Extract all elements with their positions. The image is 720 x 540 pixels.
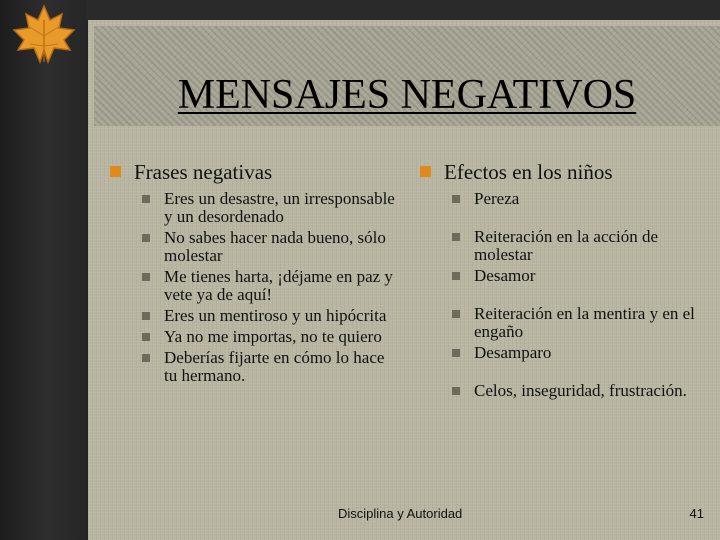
left-list [110,190,400,385]
list-item-text: Reiteración en la mentira y en el engaño [474,304,695,341]
list-item-text: Reiteración en la acción de molestar [474,227,659,264]
list-item [420,190,710,208]
list-item-text: Desamor [474,266,536,285]
bullet-icon [142,234,150,242]
left-frame-band [0,0,86,540]
list-item [420,228,710,264]
bullet-icon [142,312,150,320]
bullet-icon [142,354,150,362]
bullet-icon [452,310,460,318]
top-frame-band [86,0,720,20]
heading-bullet-icon [420,166,431,177]
slide-title-text: MENSAJES NEGATIVOS [177,72,637,118]
list-item-text: No sabes hacer nada bueno, sólo molestar [164,228,386,265]
list-item-text: Eres un desastre, un irresponsable y un desordenado [164,189,395,226]
list-item-text: Me tienes harta, ¡déjame en paz y vete ya de aquí! [164,267,393,304]
slide-title [94,70,720,120]
list-item-text: Ya no me importas, no te quiero [164,327,382,346]
bullet-icon [452,195,460,203]
list-item-text: Eres un mentiroso y un hipócrita [164,306,387,325]
bullet-icon [142,195,150,203]
bullet-icon [142,333,150,341]
list-item-text: Deberías fijarte en cómo lo hace tu hermano. [164,348,385,385]
bullet-icon [452,349,460,357]
bullet-icon [452,272,460,280]
list-item [110,328,400,346]
left-column [110,160,400,385]
left-heading [110,160,400,184]
list-item-text: Celos, inseguridad, frustración. [474,381,687,400]
bullet-icon [452,233,460,241]
slide-footer: Disciplina y Autoridad [338,506,463,521]
list-item [110,229,400,265]
bullet-icon [452,387,460,395]
list-item [420,305,710,341]
list-item [420,267,710,285]
bullet-icon [142,273,150,281]
maple-leaf-icon [4,0,82,68]
list-item-text: Pereza [474,189,520,208]
list-item-text: Desamparo [474,343,552,362]
heading-bullet-icon [110,166,121,177]
right-heading [420,160,710,184]
left-heading-text: Frases negativas [134,160,273,184]
list-item [110,268,400,304]
list-item [110,349,400,385]
page-number: 41 [689,506,704,521]
right-list [420,190,710,400]
right-heading-text: Efectos en los niños [444,160,613,184]
list-item [420,344,710,362]
right-column [420,160,710,400]
list-item [110,307,400,325]
list-item [420,382,710,400]
list-item [110,190,400,226]
